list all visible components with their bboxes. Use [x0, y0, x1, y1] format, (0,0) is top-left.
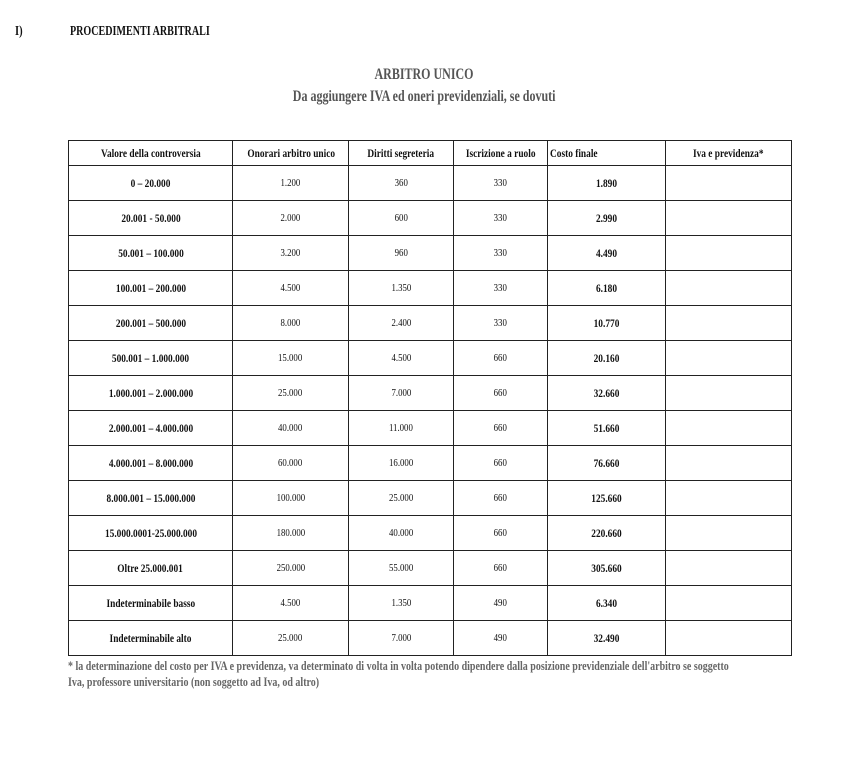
table-row	[69, 271, 792, 306]
row-vat-pension	[666, 446, 792, 481]
row-final-cost: 20.160	[548, 341, 666, 376]
row-registration-fee: 660	[454, 341, 548, 376]
row-arbitrator-fee: 40.000	[233, 411, 349, 446]
column-header: Iva e previdenza*	[666, 141, 792, 166]
footnote-line: Iva, professore universitario (non soggetto ad Iva, od altro)	[68, 675, 320, 689]
row-registration-fee: 660	[454, 446, 548, 481]
row-value-range: Indeterminabile basso	[69, 586, 233, 621]
row-value-range: 0 – 20.000	[69, 166, 233, 201]
footnote-line: * la determinazione del costo per IVA e previdenza, va determinato di volta in volta potendo dipendere dalla posizione previdenziale dell'arbitro se soggetto	[68, 659, 729, 673]
row-secretariat-fee: 1.350	[349, 586, 454, 621]
row-arbitrator-fee: 25.000	[233, 621, 349, 656]
row-secretariat-fee: 11.000	[349, 411, 454, 446]
row-arbitrator-fee: 2.000	[233, 201, 349, 236]
row-final-cost: 10.770	[548, 306, 666, 341]
row-vat-pension	[666, 166, 792, 201]
row-vat-pension	[666, 586, 792, 621]
row-arbitrator-fee: 100.000	[233, 481, 349, 516]
row-final-cost: 6.340	[548, 586, 666, 621]
row-secretariat-fee: 16.000	[349, 446, 454, 481]
row-arbitrator-fee: 8.000	[233, 306, 349, 341]
row-registration-fee: 330	[454, 306, 548, 341]
row-final-cost: 125.660	[548, 481, 666, 516]
row-value-range: 2.000.001 – 4.000.000	[69, 411, 233, 446]
column-header: Onorari arbitro unico	[233, 141, 349, 166]
row-vat-pension	[666, 271, 792, 306]
row-vat-pension	[666, 621, 792, 656]
table-row	[69, 411, 792, 446]
row-registration-fee: 330	[454, 236, 548, 271]
table-row	[69, 201, 792, 236]
row-value-range: 100.001 – 200.000	[69, 271, 233, 306]
row-registration-fee: 490	[454, 621, 548, 656]
row-final-cost: 4.490	[548, 236, 666, 271]
row-value-range: 15.000.0001-25.000.000	[69, 516, 233, 551]
row-value-range: 8.000.001 – 15.000.000	[69, 481, 233, 516]
row-secretariat-fee: 40.000	[349, 516, 454, 551]
row-registration-fee: 330	[454, 271, 548, 306]
row-value-range: 20.001 - 50.000	[69, 201, 233, 236]
row-final-cost: 32.660	[548, 376, 666, 411]
row-value-range: Oltre 25.000.001	[69, 551, 233, 586]
row-registration-fee: 660	[454, 411, 548, 446]
fee-table	[68, 140, 792, 656]
row-final-cost: 76.660	[548, 446, 666, 481]
table-row	[69, 586, 792, 621]
row-registration-fee: 660	[454, 376, 548, 411]
section-number: I)	[15, 24, 23, 39]
table-row	[69, 446, 792, 481]
table-row	[69, 376, 792, 411]
row-final-cost: 6.180	[548, 271, 666, 306]
row-registration-fee: 330	[454, 166, 548, 201]
column-header: Valore della controversia	[69, 141, 233, 166]
column-header: Iscrizione a ruolo	[454, 141, 548, 166]
table-row	[69, 516, 792, 551]
row-final-cost: 1.890	[548, 166, 666, 201]
table-row	[69, 481, 792, 516]
row-arbitrator-fee: 15.000	[233, 341, 349, 376]
document-heading	[0, 66, 848, 84]
row-vat-pension	[666, 236, 792, 271]
row-value-range: 50.001 – 100.000	[69, 236, 233, 271]
table-row	[69, 551, 792, 586]
heading-title: ARBITRO UNICO	[374, 66, 474, 83]
footnote	[68, 658, 804, 690]
row-final-cost: 51.660	[548, 411, 666, 446]
row-vat-pension	[666, 306, 792, 341]
row-vat-pension	[666, 481, 792, 516]
row-arbitrator-fee: 250.000	[233, 551, 349, 586]
row-secretariat-fee: 25.000	[349, 481, 454, 516]
fee-table-header	[69, 141, 792, 166]
header-row	[69, 141, 792, 166]
row-registration-fee: 330	[454, 201, 548, 236]
row-value-range: 200.001 – 500.000	[69, 306, 233, 341]
row-vat-pension	[666, 411, 792, 446]
table-row	[69, 621, 792, 656]
heading-subtitle: Da aggiungere IVA ed oneri previdenziali, se dovuti	[292, 88, 556, 105]
row-vat-pension	[666, 201, 792, 236]
row-secretariat-fee: 7.000	[349, 621, 454, 656]
row-vat-pension	[666, 376, 792, 411]
row-secretariat-fee: 1.350	[349, 271, 454, 306]
row-arbitrator-fee: 4.500	[233, 586, 349, 621]
row-final-cost: 220.660	[548, 516, 666, 551]
row-secretariat-fee: 7.000	[349, 376, 454, 411]
table-row	[69, 341, 792, 376]
row-arbitrator-fee: 1.200	[233, 166, 349, 201]
row-final-cost: 32.490	[548, 621, 666, 656]
row-value-range: 4.000.001 – 8.000.000	[69, 446, 233, 481]
row-final-cost: 2.990	[548, 201, 666, 236]
row-registration-fee: 490	[454, 586, 548, 621]
row-arbitrator-fee: 60.000	[233, 446, 349, 481]
fee-table-body	[69, 166, 792, 656]
column-header: Diritti segreteria	[349, 141, 454, 166]
row-arbitrator-fee: 180.000	[233, 516, 349, 551]
row-value-range: 500.001 – 1.000.000	[69, 341, 233, 376]
section-title: PROCEDIMENTI ARBITRALI	[70, 24, 210, 39]
row-secretariat-fee: 4.500	[349, 341, 454, 376]
column-header: Costo finale	[548, 141, 666, 166]
row-vat-pension	[666, 516, 792, 551]
row-secretariat-fee: 960	[349, 236, 454, 271]
row-secretariat-fee: 360	[349, 166, 454, 201]
row-registration-fee: 660	[454, 481, 548, 516]
row-secretariat-fee: 55.000	[349, 551, 454, 586]
row-secretariat-fee: 2.400	[349, 306, 454, 341]
row-vat-pension	[666, 551, 792, 586]
row-value-range: 1.000.001 – 2.000.000	[69, 376, 233, 411]
table-row	[69, 306, 792, 341]
row-value-range: Indeterminabile alto	[69, 621, 233, 656]
table-row	[69, 166, 792, 201]
row-final-cost: 305.660	[548, 551, 666, 586]
row-secretariat-fee: 600	[349, 201, 454, 236]
document-subheading	[0, 88, 848, 106]
row-arbitrator-fee: 3.200	[233, 236, 349, 271]
row-registration-fee: 660	[454, 551, 548, 586]
table-row	[69, 236, 792, 271]
row-registration-fee: 660	[454, 516, 548, 551]
row-vat-pension	[666, 341, 792, 376]
row-arbitrator-fee: 25.000	[233, 376, 349, 411]
row-arbitrator-fee: 4.500	[233, 271, 349, 306]
